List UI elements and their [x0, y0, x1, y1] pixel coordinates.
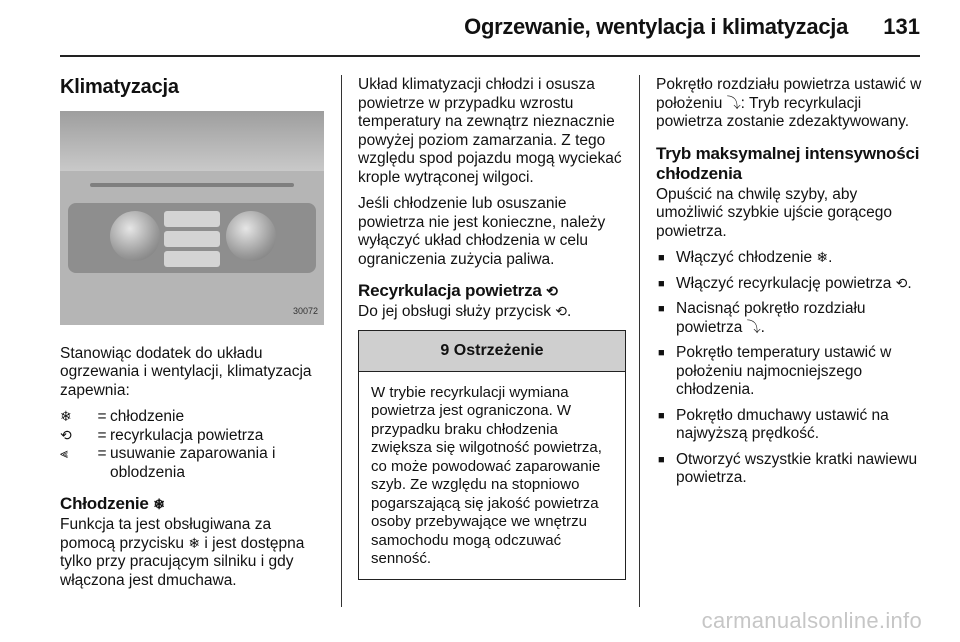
- column-divider-2: [639, 75, 640, 607]
- list-item: ■ Włączyć chłodzenie ❄.: [656, 249, 924, 268]
- list-item: ■ Włączyć recyrkulację powietrza ⟲.: [656, 275, 924, 294]
- air-distribution-icon: ⤵: [746, 318, 761, 335]
- legend-cooling: chłodzenie: [110, 408, 185, 425]
- recirculation-icon: ⟲: [895, 274, 908, 291]
- cooling-text: Funkcja ta jest obsługiwana za pomocą przycisku ❄ i jest dostępna tylko przy pracującym silniku i gdy włączona jest dmuchawa.: [60, 516, 305, 589]
- legend-equals: =: [97, 408, 107, 425]
- intro-text: Stanowiąc dodatek do układu ogrzewania i wentylacji, klimatyzacja zapewnia:: [60, 344, 312, 399]
- warning-icon: 9: [440, 341, 450, 359]
- max-cooling-heading: Tryb maksymalnej intensywności chłodzenia: [656, 143, 920, 183]
- photo-number: 30072: [292, 306, 318, 316]
- list-item: ■ Nacisnąć pokrętło rozdziału powietrza ⤵.: [656, 300, 924, 337]
- snowflake-icon: ❄: [188, 534, 201, 551]
- climate-panel-photo: [60, 111, 324, 325]
- recirculation-icon: ⟲: [555, 303, 568, 319]
- legend-defrost: usuwanie zaparowania i oblodzenia: [110, 445, 276, 481]
- steps-list: [656, 249, 924, 488]
- recirculation-icon: ⟲: [546, 283, 558, 299]
- recirculation-text: Do jej obsługi służy przycisk ⟲.: [358, 303, 572, 320]
- snowflake-icon: ❄: [816, 249, 829, 265]
- header-rule: [60, 55, 920, 57]
- max-cooling-intro: Opuścić na chwilę szyby, aby umożliwić szybkie ujście gorącego powietrza.: [656, 185, 893, 240]
- page-header-title: Ogrzewanie, wentylacja i klimatyzacja: [464, 14, 848, 39]
- list-item: ■ Pokrętło temperatury ustawić w położeniu najmocniejszego chłodzenia.: [656, 344, 924, 400]
- column-3: [656, 76, 924, 495]
- column-2: [358, 76, 626, 580]
- paragraph: Pokrętło rozdziału powietrza ustawić w położeniu ⤵: Tryb recyrkulacji powietrza zostanie zdezaktywowany.: [656, 76, 922, 130]
- warning-body: W trybie recyrkulacji wymiana powietrza jest ograniczona. W przypadku braku chłodzenia zwiększa się wilgotność powietrza, co może powodować zaparowanie szyb. Ze względu na stopniowo pogarszającą się jakość powietrza osoby przebywające we wnętrzu samochodu mogą odczuwać senność.: [371, 383, 602, 567]
- defrost-icon: ⫷: [60, 445, 68, 461]
- recirculation-icon: ⟲: [60, 426, 72, 443]
- recirculation-heading: Recyrkulacja powietrza ⟲: [358, 281, 558, 300]
- page-number: 131: [883, 14, 920, 39]
- warning-header: [359, 331, 625, 372]
- floor-vent-icon: ⤵: [726, 94, 741, 111]
- snowflake-icon: ❄: [153, 496, 165, 512]
- list-item: ■ Otworzyć wszystkie kratki nawiewu powietrza.: [656, 451, 924, 488]
- warning-title: Ostrzeżenie: [453, 341, 544, 359]
- warning-box: [358, 330, 626, 580]
- column-divider-1: [341, 75, 342, 607]
- legend-equals: =: [97, 445, 107, 462]
- section-title: Klimatyzacja: [60, 76, 179, 98]
- cooling-heading: Chłodzenie ❄: [60, 494, 165, 513]
- paragraph: Układ klimatyzacji chłodzi i osusza powietrze w przypadku wzrostu temperatury na zewnątrz nieznacznie powyżej poziom zamarzania. Z tego względu spod pojazdu mogą wyciekać krople wytrąconej wilgoci.: [358, 76, 622, 186]
- snowflake-icon: ❄: [60, 408, 72, 424]
- legend-recirculation: recyrkulacja powietrza: [110, 426, 264, 444]
- paragraph: Jeśli chłodzenie lub osuszanie powietrza nie jest konieczne, należy wyłączyć układ chłodzenia w celu ograniczenia zużycia paliwa.: [358, 195, 606, 268]
- watermark: carmanualsonline.info: [701, 608, 922, 633]
- legend-equals: =: [97, 426, 107, 444]
- icon-legend: [60, 408, 328, 482]
- list-item: ■ Pokrętło dmuchawy ustawić na najwyższą prędkość.: [656, 407, 924, 444]
- column-1: [60, 78, 328, 598]
